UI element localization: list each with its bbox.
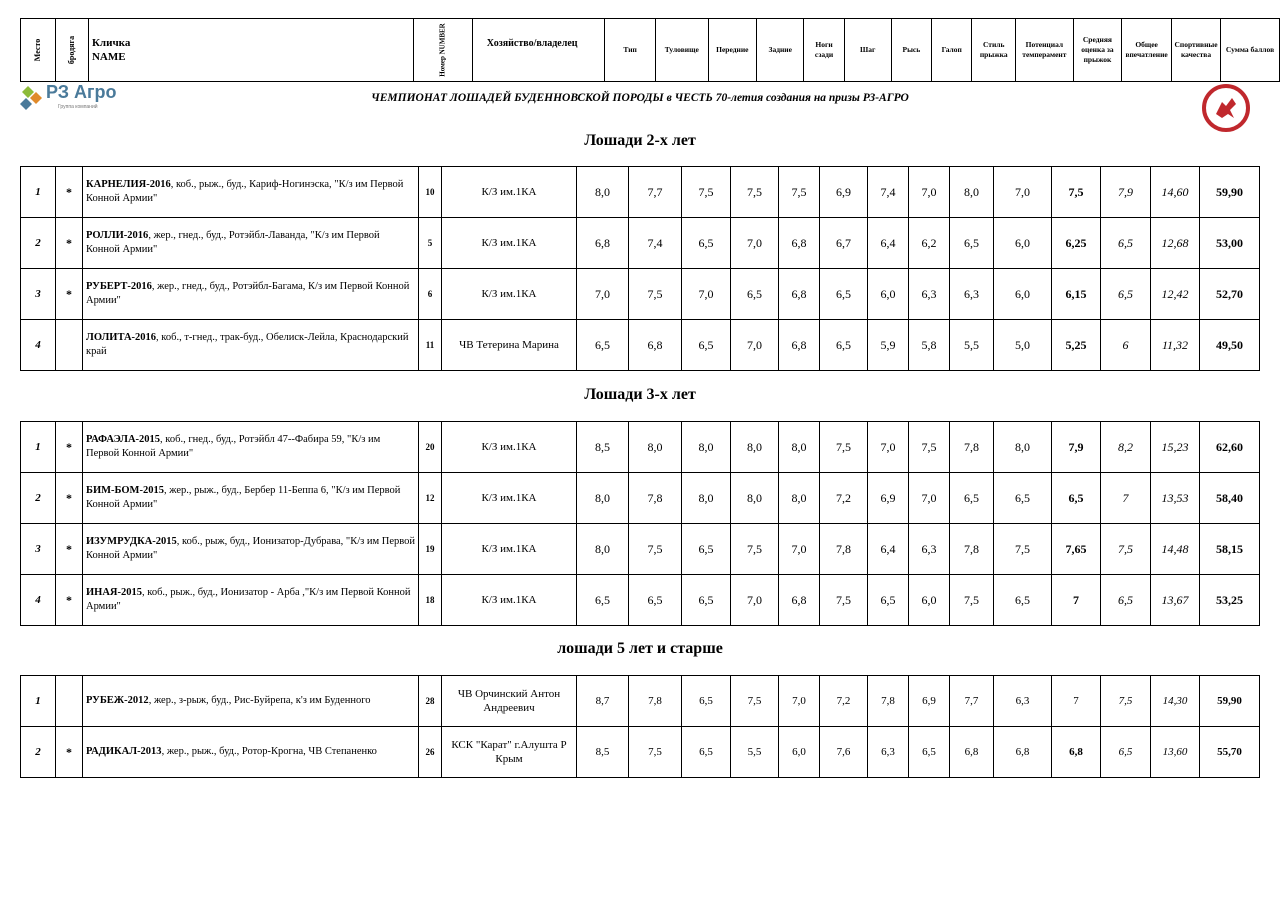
sport-quality-cell: 13,53 <box>1151 473 1200 524</box>
owner-cell: К/З им.1КА <box>442 218 577 269</box>
header-col-2: Передние <box>708 19 757 82</box>
jump-average-cell: 7,5 <box>1052 167 1101 218</box>
horse-number-cell: 12 <box>419 473 442 524</box>
score-cell: 6,5 <box>950 218 994 269</box>
score-cell: 7,5 <box>629 524 682 575</box>
score-cell: 8,0 <box>682 473 731 524</box>
header-col-13: Сумма баллов <box>1221 19 1280 82</box>
horse-name-cell <box>83 727 419 778</box>
table-row <box>21 727 1260 778</box>
score-cell: 6,9 <box>868 473 909 524</box>
score-cell: 6,5 <box>682 575 731 626</box>
score-cell: 7,0 <box>731 575 779 626</box>
score-cell: 7,5 <box>779 167 820 218</box>
jump-average-cell: 7 <box>1052 676 1101 727</box>
score-cell: 7,5 <box>629 727 682 778</box>
score-cell: 8,0 <box>577 524 629 575</box>
table-row <box>21 575 1260 626</box>
breeding-mark-cell: * <box>56 269 83 320</box>
score-cell: 5,8 <box>909 320 950 371</box>
section-title-5yo-plus: лошади 5 лет и старше <box>557 640 723 657</box>
owner-cell: К/З им.1КА <box>442 575 577 626</box>
horse-number-cell: 6 <box>419 269 442 320</box>
horse-description: , коб., рыж, буд., Ионизатор-Дубрава, "К/з им Первой Конной Армии" <box>86 536 416 561</box>
place-cell: 3 <box>21 524 56 575</box>
score-cell: 6,0 <box>909 575 950 626</box>
score-cell: 6,5 <box>820 269 868 320</box>
score-cell: 7,7 <box>629 167 682 218</box>
score-cell: 6,5 <box>909 727 950 778</box>
header-col-5: Шаг <box>844 19 891 82</box>
logo-subtext: Группа компаний <box>58 104 98 110</box>
table-3yo <box>20 421 1260 626</box>
horse-number-cell: 19 <box>419 524 442 575</box>
score-cell: 7,5 <box>731 676 779 727</box>
owner-cell: К/З им.1КА <box>442 269 577 320</box>
total-score-cell: 62,60 <box>1200 422 1260 473</box>
sport-quality-cell: 15,23 <box>1151 422 1200 473</box>
score-cell: 6,5 <box>994 575 1052 626</box>
horse-name: ИЗУМРУДКА-2015 <box>86 536 177 547</box>
sport-quality-cell: 14,48 <box>1151 524 1200 575</box>
score-cell: 6,3 <box>994 676 1052 727</box>
breeding-mark-cell: * <box>56 167 83 218</box>
header-col-7: Галоп <box>932 19 972 82</box>
horse-name-cell <box>83 575 419 626</box>
section-title-3yo: Лошади 3-х лет <box>584 386 696 403</box>
sport-quality-cell: 11,32 <box>1151 320 1200 371</box>
score-cell: 6,0 <box>868 269 909 320</box>
breeding-mark-cell: * <box>56 575 83 626</box>
score-cell: 6,5 <box>820 320 868 371</box>
score-cell: 6,5 <box>868 575 909 626</box>
horse-description: , жер., гнед., буд., Ротэйбл-Багама, К/з им Первой Конной Армии" <box>86 281 410 306</box>
breeding-mark-cell: * <box>56 422 83 473</box>
score-cell: 5,0 <box>994 320 1052 371</box>
overall-impression-cell: 6,5 <box>1101 575 1151 626</box>
header-owner: Хозяйство/владелец <box>472 19 605 82</box>
score-cell: 7,5 <box>909 422 950 473</box>
table-5yo-plus <box>20 675 1260 778</box>
score-cell: 7,2 <box>820 676 868 727</box>
score-cell: 8,0 <box>779 473 820 524</box>
score-cell: 6,8 <box>779 575 820 626</box>
jump-average-cell: 6,5 <box>1052 473 1101 524</box>
horse-number-cell: 10 <box>419 167 442 218</box>
overall-impression-cell: 8,2 <box>1101 422 1151 473</box>
score-cell: 6,3 <box>909 269 950 320</box>
score-cell: 6,5 <box>994 473 1052 524</box>
horse-description: , жер., з-рыж, буд., Рис-Буйрепа, к'з им Буденного <box>148 695 371 706</box>
total-score-cell: 55,70 <box>1200 727 1260 778</box>
score-cell: 8,0 <box>731 473 779 524</box>
sport-quality-cell: 13,60 <box>1151 727 1200 778</box>
total-score-cell: 53,25 <box>1200 575 1260 626</box>
sport-quality-cell: 12,42 <box>1151 269 1200 320</box>
horse-description: , жер., рыж., буд., Ротор-Крогна, ЧВ Степаненко <box>161 746 377 757</box>
score-cell: 6,5 <box>682 524 731 575</box>
score-cell: 7,0 <box>731 320 779 371</box>
score-cell: 7,8 <box>820 524 868 575</box>
horse-name: РАФАЭЛА-2015 <box>86 434 161 445</box>
score-cell: 6,2 <box>909 218 950 269</box>
overall-impression-cell: 6,5 <box>1101 727 1151 778</box>
breeding-mark-cell <box>56 320 83 371</box>
score-cell: 6,8 <box>779 218 820 269</box>
jump-average-cell: 5,25 <box>1052 320 1101 371</box>
stud-farm-emblem <box>1196 84 1256 132</box>
horse-name: ИНАЯ-2015 <box>86 587 142 598</box>
score-cell: 7,5 <box>629 269 682 320</box>
jump-average-cell: 6,8 <box>1052 727 1101 778</box>
score-cell: 7,5 <box>994 524 1052 575</box>
score-cell: 6,5 <box>577 575 629 626</box>
sport-quality-cell: 14,30 <box>1151 676 1200 727</box>
score-cell: 6,5 <box>682 320 731 371</box>
score-cell: 5,5 <box>731 727 779 778</box>
score-cell: 6,5 <box>731 269 779 320</box>
breeding-mark-cell: * <box>56 473 83 524</box>
score-cell: 6,0 <box>994 218 1052 269</box>
horse-number-cell: 20 <box>419 422 442 473</box>
total-score-cell: 59,90 <box>1200 676 1260 727</box>
score-cell: 8,0 <box>577 473 629 524</box>
score-cell: 7,8 <box>950 422 994 473</box>
score-cell: 6,3 <box>950 269 994 320</box>
score-cell: 8,0 <box>682 422 731 473</box>
horse-description: , коб., гнед., буд., Ротэйбл 47--Фабира 59, "К/з им Первой Конной Армии" <box>86 434 381 459</box>
header-col-1: Туловище <box>656 19 708 82</box>
horse-number-cell: 5 <box>419 218 442 269</box>
owner-cell: К/З им.1КА <box>442 524 577 575</box>
score-cell: 6,4 <box>868 524 909 575</box>
jump-average-cell: 6,15 <box>1052 269 1101 320</box>
header-place: Место <box>21 19 56 82</box>
horse-description: , коб., рыж., буд., Кариф-Ногинэска, "К/з им Первой Конной Армии" <box>86 179 404 204</box>
horse-name-cell <box>83 269 419 320</box>
score-cell: 8,0 <box>779 422 820 473</box>
score-cell: 7,7 <box>950 676 994 727</box>
overall-impression-cell: 6,5 <box>1101 269 1151 320</box>
horse-name-cell <box>83 676 419 727</box>
score-cell: 7,0 <box>779 524 820 575</box>
horse-description: , жер., рыж., буд., Бербер 11-Беппа 6, "К/з им Первой Конной Армии" <box>86 485 401 510</box>
score-cell: 7,8 <box>868 676 909 727</box>
header-col-0: Тип <box>605 19 656 82</box>
breeding-mark-cell: * <box>56 524 83 575</box>
header-col-10: Средняя оценка за прыжок <box>1073 19 1121 82</box>
jump-average-cell: 6,25 <box>1052 218 1101 269</box>
sport-quality-cell: 12,68 <box>1151 218 1200 269</box>
horse-name-cell <box>83 167 419 218</box>
horse-number-cell: 11 <box>419 320 442 371</box>
logo-text: РЗ Агро <box>46 82 117 102</box>
score-cell: 6,8 <box>779 320 820 371</box>
horse-name-cell <box>83 320 419 371</box>
rz-agro-logo-icon <box>18 84 46 114</box>
horse-name: РУБЕЖ-2012 <box>86 695 149 706</box>
horse-name: ЛОЛИТА-2016 <box>86 332 157 343</box>
score-cell: 6,5 <box>682 676 731 727</box>
score-cell: 8,0 <box>577 167 629 218</box>
score-cell: 8,5 <box>577 727 629 778</box>
table-row <box>21 167 1260 218</box>
score-cell: 7,5 <box>950 575 994 626</box>
header-col-6: Рысь <box>891 19 931 82</box>
breeding-mark-cell: * <box>56 727 83 778</box>
horse-name-cell <box>83 524 419 575</box>
score-cell: 7,2 <box>820 473 868 524</box>
section-title-2yo: Лошади 2-х лет <box>584 132 696 149</box>
score-cell: 7,5 <box>731 524 779 575</box>
horse-name: КАРНЕЛИЯ-2016 <box>86 179 171 190</box>
place-cell: 4 <box>21 575 56 626</box>
overall-impression-cell: 6 <box>1101 320 1151 371</box>
table-row <box>21 320 1260 371</box>
score-cell: 7,4 <box>868 167 909 218</box>
horse-name: БИМ-БОМ-2015 <box>86 485 164 496</box>
header-col-3: Задние <box>757 19 804 82</box>
total-score-cell: 58,40 <box>1200 473 1260 524</box>
place-cell: 1 <box>21 676 56 727</box>
score-cell: 6,8 <box>779 269 820 320</box>
score-cell: 8,7 <box>577 676 629 727</box>
sport-quality-cell: 14,60 <box>1151 167 1200 218</box>
owner-cell: КСК "Карат" г.Алушта Р Крым <box>442 727 577 778</box>
horse-description: , жер., гнед., буд., Ротэйбл-Лаванда, "К/з им Первой Конной Армии" <box>86 230 380 255</box>
owner-cell: ЧВ Орчинский Антон Андреевич <box>442 676 577 727</box>
owner-cell: ЧВ Тетерина Марина <box>442 320 577 371</box>
header-col-12: Спортивные качества <box>1172 19 1221 82</box>
horse-description: , коб., рыж., буд., Ионизатор - Арба ,"К/з им Первой Конной Армии" <box>86 587 411 612</box>
horse-name-cell <box>83 473 419 524</box>
score-cell: 7,0 <box>682 269 731 320</box>
place-cell: 2 <box>21 727 56 778</box>
breeding-mark-cell <box>56 676 83 727</box>
score-cell: 7,8 <box>629 676 682 727</box>
horse-name-cell <box>83 218 419 269</box>
score-cell: 6,5 <box>682 727 731 778</box>
score-cell: 6,3 <box>868 727 909 778</box>
table-2yo <box>20 166 1260 371</box>
jump-average-cell: 7,9 <box>1052 422 1101 473</box>
table-row <box>21 676 1260 727</box>
header-breeding: бродяга <box>55 19 88 82</box>
header-col-11: Общее впечатление <box>1122 19 1172 82</box>
horse-description: , коб., т-гнед., трак-буд., Обелиск-Лейла, Краснодарский край <box>86 332 409 357</box>
score-cell: 6,8 <box>577 218 629 269</box>
horse-number-cell: 26 <box>419 727 442 778</box>
score-cell: 7,0 <box>779 676 820 727</box>
owner-cell: К/З им.1КА <box>442 167 577 218</box>
rz-agro-logo <box>18 84 118 116</box>
overall-impression-cell: 7,9 <box>1101 167 1151 218</box>
score-cell: 8,0 <box>950 167 994 218</box>
table-row <box>21 269 1260 320</box>
score-cell: 7,5 <box>820 575 868 626</box>
header-col-9: Потенциал темперамент <box>1016 19 1074 82</box>
place-cell: 1 <box>21 422 56 473</box>
score-cell: 7,0 <box>994 167 1052 218</box>
owner-cell: К/З им.1КА <box>442 422 577 473</box>
header-col-4: Ноги сзади <box>804 19 844 82</box>
header-table <box>20 18 1280 82</box>
score-cell: 7,0 <box>577 269 629 320</box>
score-cell: 7,0 <box>731 218 779 269</box>
score-cell: 6,0 <box>994 269 1052 320</box>
score-cell: 6,8 <box>950 727 994 778</box>
total-score-cell: 53,00 <box>1200 218 1260 269</box>
total-score-cell: 49,50 <box>1200 320 1260 371</box>
place-cell: 3 <box>21 269 56 320</box>
owner-cell: К/З им.1КА <box>442 473 577 524</box>
score-cell: 7,4 <box>629 218 682 269</box>
score-cell: 7,5 <box>820 422 868 473</box>
table-row <box>21 218 1260 269</box>
score-cell: 7,0 <box>868 422 909 473</box>
total-score-cell: 52,70 <box>1200 269 1260 320</box>
score-cell: 6,8 <box>629 320 682 371</box>
score-cell: 7,8 <box>950 524 994 575</box>
place-cell: 2 <box>21 473 56 524</box>
score-cell: 8,0 <box>629 422 682 473</box>
place-cell: 1 <box>21 167 56 218</box>
total-score-cell: 58,15 <box>1200 524 1260 575</box>
horse-name: РУБЕРТ-2016 <box>86 281 152 292</box>
score-cell: 8,0 <box>994 422 1052 473</box>
place-cell: 4 <box>21 320 56 371</box>
jump-average-cell: 7,65 <box>1052 524 1101 575</box>
score-cell: 8,0 <box>731 422 779 473</box>
score-cell: 6,5 <box>577 320 629 371</box>
score-cell: 6,5 <box>682 218 731 269</box>
score-cell: 6,7 <box>820 218 868 269</box>
horse-number-cell: 28 <box>419 676 442 727</box>
score-cell: 7,8 <box>629 473 682 524</box>
place-cell: 2 <box>21 218 56 269</box>
jump-average-cell: 7 <box>1052 575 1101 626</box>
score-cell: 6,0 <box>779 727 820 778</box>
horse-name-cell <box>83 422 419 473</box>
score-cell: 7,6 <box>820 727 868 778</box>
header-number: Номер NUMBER <box>414 19 472 82</box>
overall-impression-cell: 7,5 <box>1101 676 1151 727</box>
horse-name: РОЛЛИ-2016 <box>86 230 149 241</box>
header-name: Кличка NAME <box>88 19 413 82</box>
score-cell: 6,3 <box>909 524 950 575</box>
header-col-8: Стиль прыжка <box>972 19 1016 82</box>
score-cell: 6,4 <box>868 218 909 269</box>
sport-quality-cell: 13,67 <box>1151 575 1200 626</box>
horse-number-cell: 18 <box>419 575 442 626</box>
table-row <box>21 473 1260 524</box>
total-score-cell: 59,90 <box>1200 167 1260 218</box>
score-cell: 7,0 <box>909 473 950 524</box>
score-cell: 7,5 <box>682 167 731 218</box>
championship-title: ЧЕМПИОНАТ ЛОШАДЕЙ БУДЕННОВСКОЙ ПОРОДЫ в ЧЕСТЬ 70-летия создания на призы РЗ-АГРО <box>371 92 909 104</box>
horse-name: РАДИКАЛ-2013 <box>86 746 162 757</box>
score-cell: 6,8 <box>994 727 1052 778</box>
overall-impression-cell: 7,5 <box>1101 524 1151 575</box>
score-cell: 8,5 <box>577 422 629 473</box>
score-cell: 6,9 <box>820 167 868 218</box>
score-cell: 6,5 <box>629 575 682 626</box>
score-cell: 5,5 <box>950 320 994 371</box>
score-cell: 5,9 <box>868 320 909 371</box>
table-row <box>21 422 1260 473</box>
score-cell: 6,9 <box>909 676 950 727</box>
overall-impression-cell: 7 <box>1101 473 1151 524</box>
breeding-mark-cell: * <box>56 218 83 269</box>
score-cell: 7,0 <box>909 167 950 218</box>
table-row <box>21 524 1260 575</box>
score-cell: 6,5 <box>950 473 994 524</box>
overall-impression-cell: 6,5 <box>1101 218 1151 269</box>
score-cell: 7,5 <box>731 167 779 218</box>
